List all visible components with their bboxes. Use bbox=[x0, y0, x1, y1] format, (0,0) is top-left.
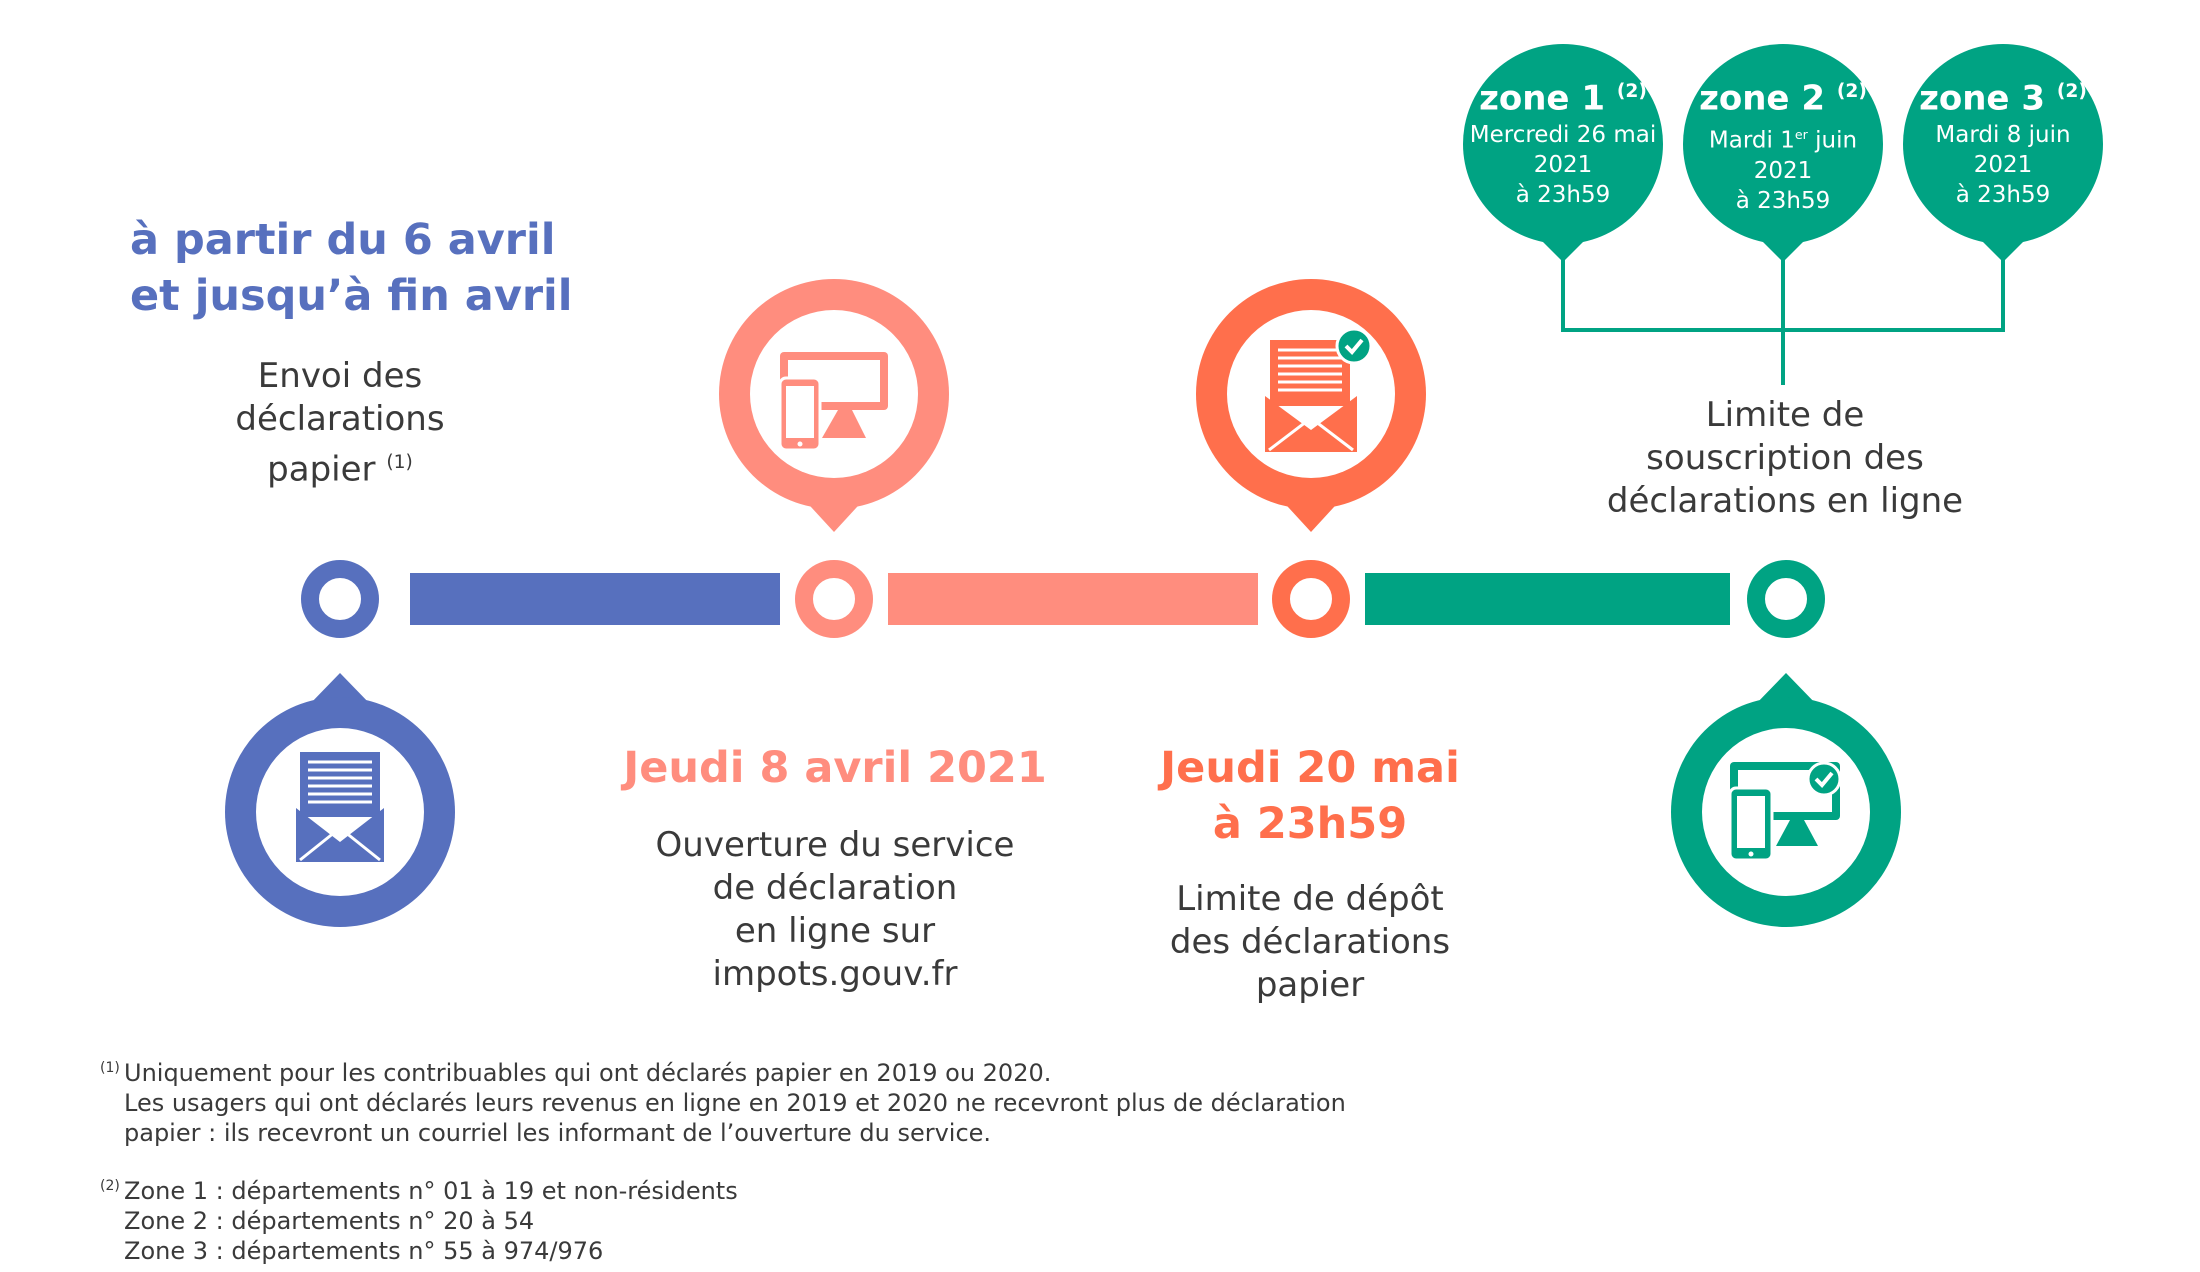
timeline-segment-blue bbox=[410, 573, 780, 625]
zone-connector bbox=[1563, 258, 2003, 385]
timeline-segment-salmon bbox=[888, 573, 1258, 625]
step1-date: à partir du 6 avril et jusqu’à fin avril bbox=[130, 215, 573, 321]
footnote-mark: (1) bbox=[386, 452, 413, 473]
envelope-letter-icon bbox=[225, 673, 455, 927]
zone-1-bubble: zone 1 $^{(2)}$ Mercredi 26 mai 2021 à 23h59 bbox=[1469, 78, 1657, 209]
devices-icon bbox=[719, 279, 949, 532]
zone-2-bubble: zone 2 $^{(2)}$ Mardi 1er juin 2021 à 23h59 bbox=[1699, 78, 1867, 214]
step4-description: Limite de souscription des déclarations en ligne bbox=[1606, 395, 1964, 521]
footnote-1: (1) Uniquement pour les contribuables qui ont déclarés papier en 2019 ou 2020. Les usagers qui ont déclarés leurs revenus en ligne en 2019 et 2020 ne recevront plus de déclaration papier : ils recevront un courriel les informant de l’ouverture du service. bbox=[100, 1059, 1346, 1147]
timeline-node-2 bbox=[804, 569, 864, 629]
step3-description: Limite de dépôt des déclarations papier bbox=[1169, 879, 1451, 1005]
envelope-check-icon bbox=[1196, 279, 1426, 532]
timeline-node-4 bbox=[1756, 569, 1816, 629]
timeline-node-3 bbox=[1281, 569, 1341, 629]
step2-description: Ouverture du service de déclaration en ligne sur impots.gouv.fr bbox=[655, 825, 1015, 994]
devices-check-icon bbox=[1671, 673, 1901, 927]
zone-3-bubble: zone 3 $^{(2)}$ Mardi 8 juin 2021 à 23h59 bbox=[1919, 78, 2087, 209]
footnote-2: (2) Zone 1 : départements n° 01 à 19 et non-résidents Zone 2 : départements n° 20 à 54 Zone 3 : départements n° 55 à 974/976 bbox=[100, 1177, 738, 1265]
step2-date: Jeudi 8 avril 2021 bbox=[623, 743, 1047, 793]
timeline-node-1 bbox=[310, 569, 370, 629]
timeline-segment-green bbox=[1365, 573, 1730, 625]
step3-date: Jeudi 20 mai à 23h59 bbox=[1160, 743, 1460, 849]
step1-description: Envoi des déclarations papier $^{(1)}$ bbox=[235, 356, 445, 490]
